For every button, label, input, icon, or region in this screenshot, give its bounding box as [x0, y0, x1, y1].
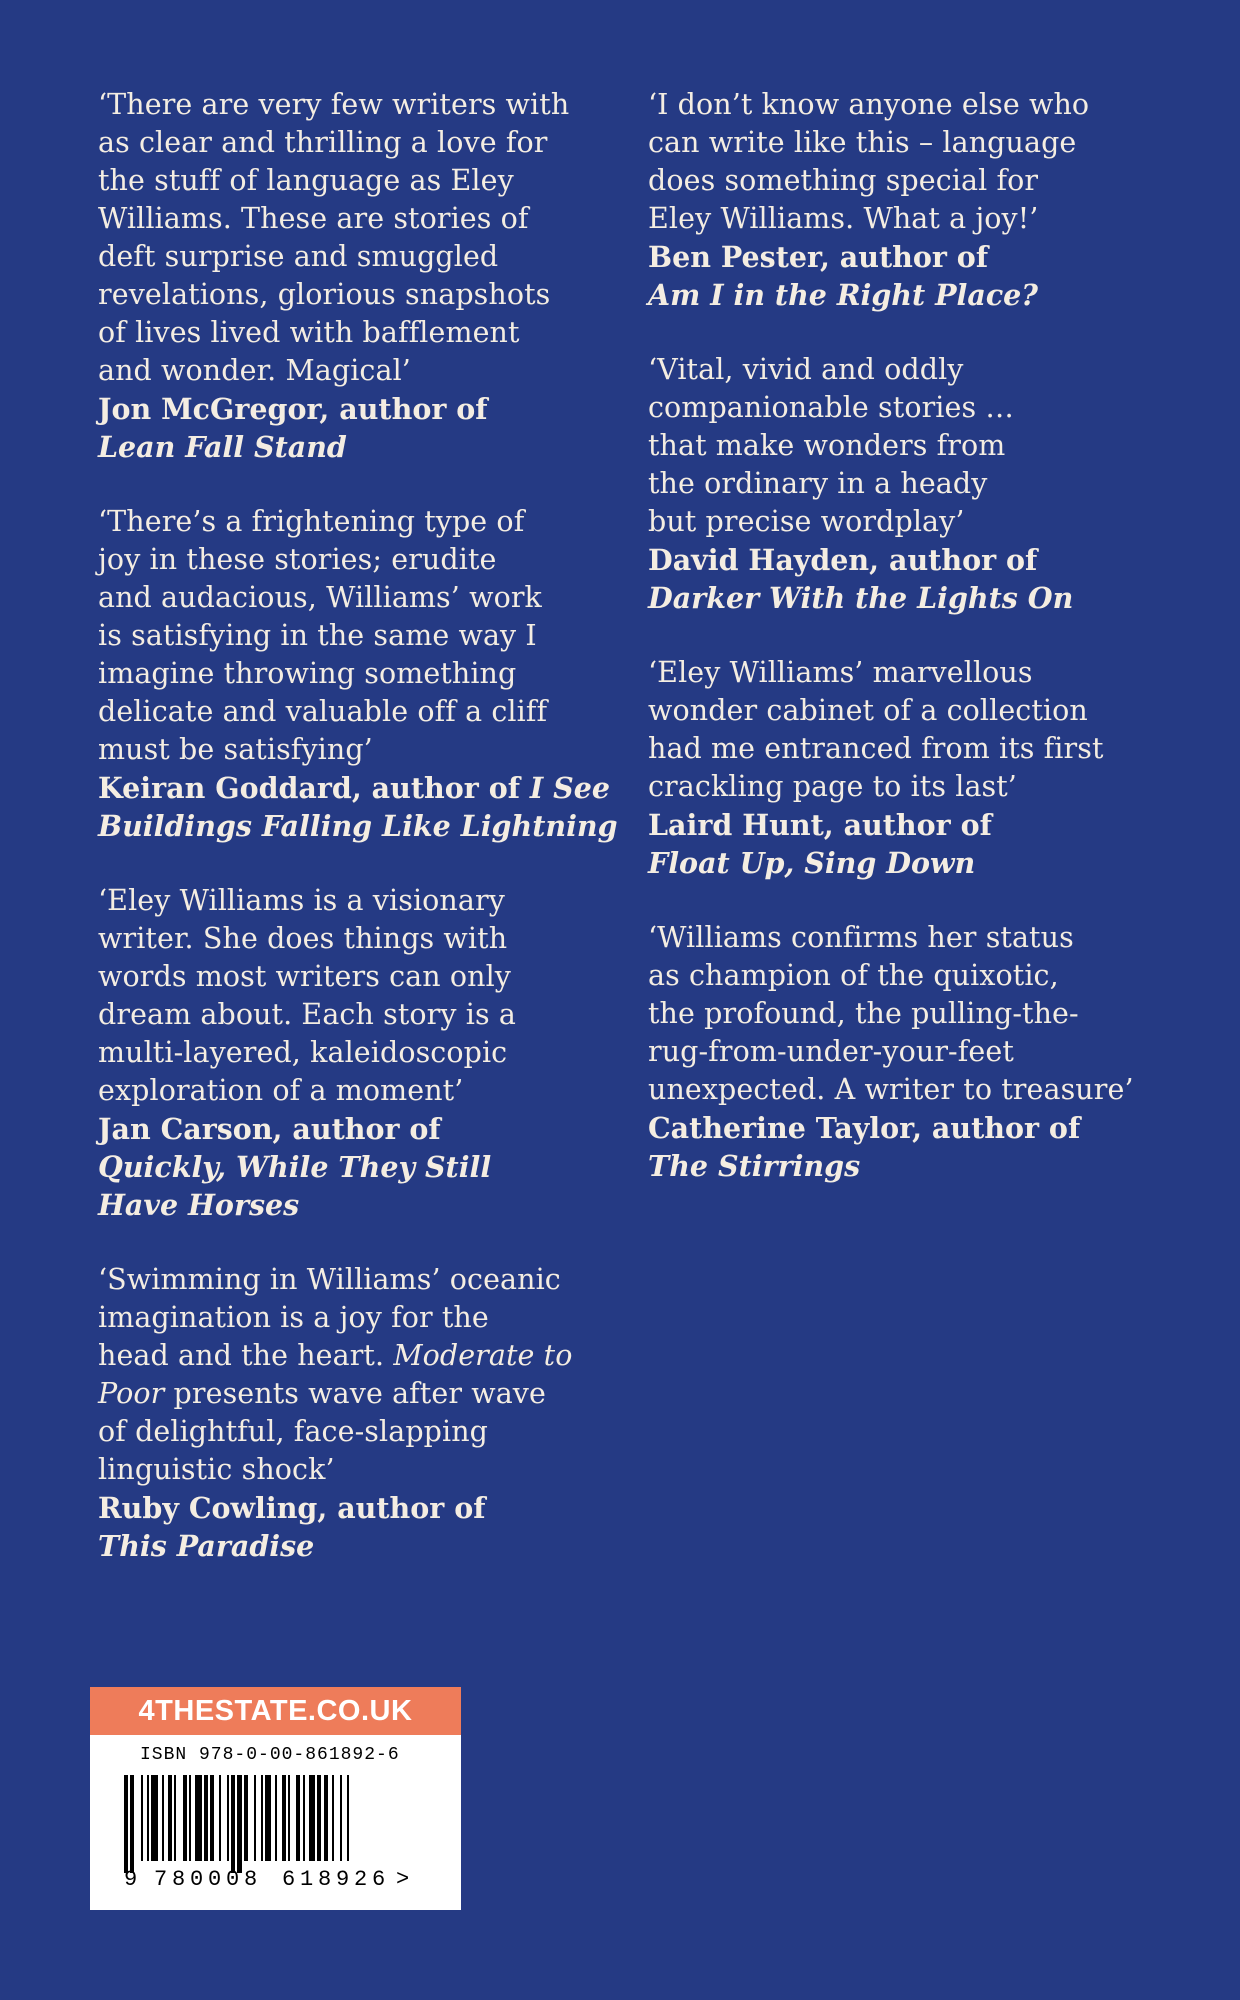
- quote-line: of delightful, face-slapping: [98, 1415, 489, 1448]
- quote-line: words most writers can only: [98, 960, 511, 993]
- quote-line: the ordinary in a heady: [648, 467, 988, 500]
- barcode-bar: [189, 1775, 191, 1861]
- attribution-name: Laird Hunt, author of: [648, 808, 992, 842]
- attribution-name: Keiran Goddard, author of: [98, 771, 520, 805]
- barcode-digit: 7: [154, 1867, 168, 1892]
- barcode-bar: [130, 1775, 134, 1873]
- barcode-bar: [324, 1775, 328, 1861]
- barcode-bar: [151, 1775, 157, 1861]
- blurb-attribution: [98, 390, 618, 466]
- blurb-laird-hunt: [648, 654, 1168, 882]
- quote-line: and wonder. Magical’: [98, 354, 411, 387]
- left-column: [98, 86, 618, 1602]
- blurb-attribution: [98, 769, 618, 845]
- blurb-quote: [98, 86, 618, 390]
- barcode-digits: [124, 1867, 429, 1897]
- barcode-bar: [124, 1775, 128, 1873]
- barcode-bar: [332, 1775, 334, 1861]
- quote-line: imagine throwing something: [98, 657, 517, 690]
- attribution-line: [98, 769, 618, 807]
- blurb-attribution: [648, 806, 1168, 882]
- quote-line: ‘There’s a frightening type of: [98, 505, 525, 538]
- quote-line: linguistic shock’: [98, 1453, 335, 1486]
- barcode-digit: 1: [300, 1867, 314, 1892]
- barcode-digit: 9: [124, 1867, 138, 1892]
- barcode-bar: [141, 1775, 143, 1861]
- quote-line: rug-from-under-your-feet: [648, 1035, 1014, 1068]
- quote-line: [98, 1337, 618, 1375]
- blurb-quote: [98, 1261, 618, 1489]
- quote-line: but precise wordplay’: [648, 505, 965, 538]
- book-title-part: I See: [529, 771, 611, 805]
- quote-line: ‘Swimming in Williams’ oceanic: [98, 1263, 561, 1296]
- publisher-website: 4THESTATE.CO.UK: [90, 1687, 461, 1735]
- blurb-attribution: [648, 541, 1168, 617]
- blurb-quote: [98, 503, 618, 769]
- book-title: Am I in the Right Place?: [648, 278, 1039, 312]
- attribution-name: Jan Carson, author of: [98, 1112, 441, 1146]
- blurb-jon-mcgregor: [98, 86, 618, 466]
- quote-line: had me entranced from its first: [648, 732, 1104, 765]
- right-column: [648, 86, 1168, 1222]
- quote-line: multi-layered, kaleidoscopic: [98, 1036, 508, 1069]
- barcode-bar: [210, 1775, 214, 1861]
- quote-line: ‘I don’t know anyone else who: [648, 88, 1090, 121]
- quote-line: is satisfying in the same way I: [98, 619, 537, 652]
- barcode-bar: [309, 1775, 315, 1861]
- barcode-bar: [296, 1775, 300, 1861]
- blurb-ruby-cowling: [98, 1261, 618, 1565]
- barcode-digit: 6: [372, 1867, 386, 1892]
- barcode-bar: [237, 1775, 241, 1873]
- blurb-quote: [648, 351, 1168, 541]
- barcode-digit: 6: [282, 1867, 296, 1892]
- quote-line: exploration of a moment’: [98, 1074, 464, 1107]
- barcode-bar: [183, 1775, 187, 1861]
- barcode-digit: 0: [226, 1867, 240, 1892]
- quote-line: ‘Eley Williams’ marvellous: [648, 656, 1033, 689]
- barcode-bar: [195, 1775, 201, 1861]
- blurb-quote: [648, 654, 1168, 806]
- barcode-digit: 0: [190, 1867, 204, 1892]
- quote-line: as clear and thrilling a love for: [98, 126, 548, 159]
- book-title: Have Horses: [98, 1188, 300, 1222]
- barcode-bar: [204, 1775, 208, 1861]
- quote-line: imagination is a joy for the: [98, 1301, 489, 1334]
- blurb-quote: [648, 86, 1168, 238]
- blurb-catherine-taylor: [648, 919, 1168, 1185]
- barcode-bar: [261, 1775, 263, 1861]
- quote-line: wonder cabinet of a collection: [648, 694, 1088, 727]
- quote-line: deft surprise and smuggled: [98, 240, 499, 273]
- quote-line: companionable stories …: [648, 391, 1014, 424]
- quote-line: writer. She does things with: [98, 922, 508, 955]
- blurb-attribution: [648, 238, 1168, 314]
- barcode-digit: 9: [336, 1867, 350, 1892]
- barcode-bar: [340, 1775, 342, 1861]
- book-title: The Stirrings: [648, 1149, 861, 1183]
- barcode-bars: [124, 1775, 424, 1875]
- quote-line: and audacious, Williams’ work: [98, 581, 542, 614]
- attribution-name: Ruby Cowling, author of: [98, 1491, 486, 1525]
- book-title: Float Up, Sing Down: [648, 846, 976, 880]
- quote-line: Eley Williams. What a joy!’: [648, 202, 1039, 235]
- barcode-digit: 0: [208, 1867, 222, 1892]
- barcode-digit: 2: [354, 1867, 368, 1892]
- attribution-name: Jon McGregor, author of: [98, 392, 488, 426]
- barcode-bar: [275, 1775, 277, 1861]
- blurb-attribution: [98, 1110, 618, 1224]
- barcode-bar: [303, 1775, 305, 1861]
- blurb-keiran-goddard: [98, 503, 618, 845]
- quote-book-title: Moderate to: [393, 1339, 573, 1372]
- quote-line: unexpected. A writer to treasure’: [648, 1073, 1134, 1106]
- attribution-name: Catherine Taylor, author of: [648, 1111, 1081, 1145]
- quote-line: of lives lived with bafflement: [98, 316, 520, 349]
- barcode-bar: [227, 1775, 229, 1861]
- blurb-jan-carson: [98, 882, 618, 1224]
- quote-line: Williams. These are stories of: [98, 202, 529, 235]
- quote-line: [98, 1375, 618, 1413]
- barcode-bar: [168, 1775, 172, 1861]
- isbn-label: ISBN 978-0-00-861892-6: [140, 1745, 400, 1765]
- barcode-bar: [265, 1775, 271, 1861]
- quote-line: ‘Eley Williams is a visionary: [98, 884, 505, 917]
- blurb-david-hayden: [648, 351, 1168, 617]
- barcode-digit: >: [396, 1867, 410, 1892]
- blurb-ben-pester: [648, 86, 1168, 314]
- quote-line: ‘Vital, vivid and oddly: [648, 353, 964, 386]
- quote-line: must be satisfying’: [98, 733, 373, 766]
- attribution-name: David Hayden, author of: [648, 543, 1038, 577]
- quote-line: ‘There are very few writers with: [98, 88, 570, 121]
- barcode-bar: [288, 1775, 290, 1861]
- blurb-quote: [648, 919, 1168, 1109]
- quote-line: as champion of the quixotic,: [648, 959, 1059, 992]
- barcode-bar: [244, 1775, 248, 1861]
- blurb-attribution: [98, 1489, 618, 1565]
- quote-line: does something special for: [648, 164, 1039, 197]
- quote-line: dream about. Each story is a: [98, 998, 516, 1031]
- book-title: This Paradise: [98, 1529, 315, 1563]
- quote-text: head and the heart.: [98, 1339, 394, 1372]
- barcode-bar: [174, 1775, 176, 1861]
- barcode-bar: [219, 1775, 221, 1861]
- book-title-part: Buildings Falling Like Lightning: [98, 809, 618, 843]
- attribution-name: Ben Pester, author of: [648, 240, 989, 274]
- quote-line: joy in these stories; erudite: [98, 543, 497, 576]
- barcode-digit: 8: [318, 1867, 332, 1892]
- quote-line: the profound, the pulling-the-: [648, 997, 1079, 1030]
- quote-line: can write like this – language: [648, 126, 1077, 159]
- barcode-bar: [231, 1775, 235, 1873]
- barcode-bar: [317, 1775, 321, 1861]
- book-title: Darker With the Lights On: [648, 581, 1074, 615]
- barcode-bar: [347, 1775, 349, 1861]
- blurb-attribution: [648, 1109, 1168, 1185]
- quote-line: the stuff of language as Eley: [98, 164, 514, 197]
- quote-book-title: Poor: [98, 1377, 165, 1410]
- quote-line: revelations, glorious snapshots: [98, 278, 551, 311]
- barcode-bar: [282, 1775, 286, 1861]
- quote-line: ‘Williams confirms her status: [648, 921, 1074, 954]
- quote-line: delicate and valuable off a cliff: [98, 695, 548, 728]
- barcode-bar: [162, 1775, 164, 1861]
- barcode-box: [90, 1687, 461, 1910]
- quote-line: crackling page to its last’: [648, 770, 1017, 803]
- book-title: Lean Fall Stand: [98, 430, 347, 464]
- barcode-digit: 8: [172, 1867, 186, 1892]
- barcode-bar: [254, 1775, 256, 1861]
- barcode-digit: 8: [244, 1867, 258, 1892]
- quote-text: presents wave after wave: [164, 1377, 546, 1410]
- quote-line: that make wonders from: [648, 429, 1006, 462]
- barcode-bar: [147, 1775, 149, 1861]
- blurb-quote: [98, 882, 618, 1110]
- book-title: Quickly, While They Still: [98, 1150, 492, 1184]
